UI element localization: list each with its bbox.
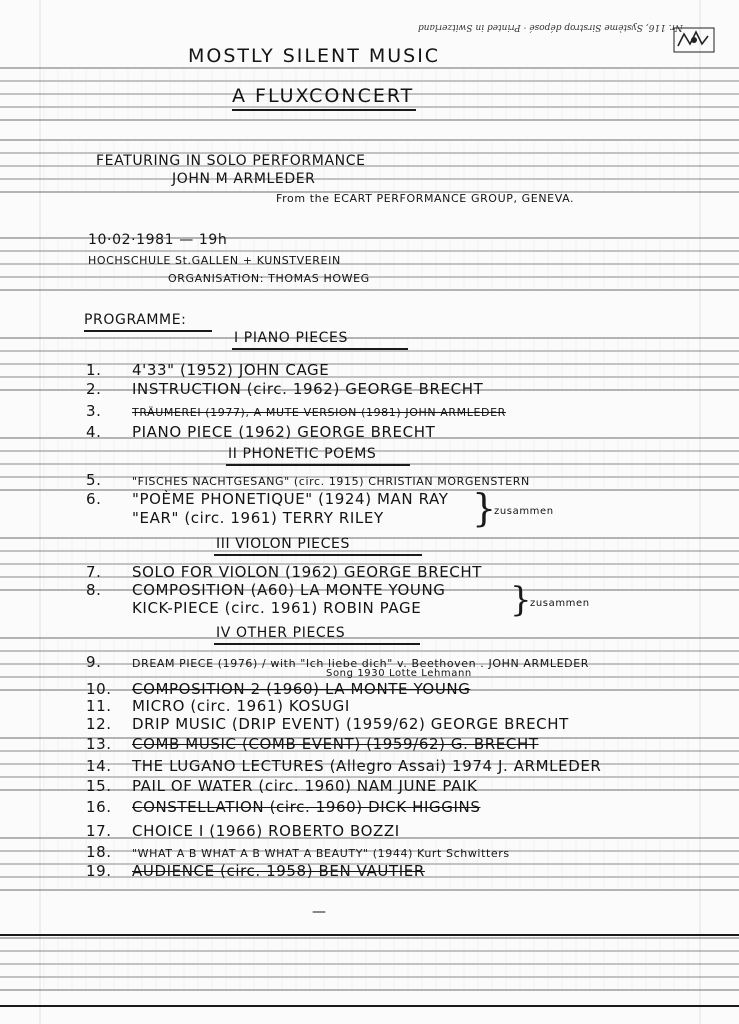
section-underline-piano — [232, 348, 408, 350]
section-heading-violon: III VIOLON PIECES — [216, 536, 350, 552]
section-underline-violon — [214, 554, 422, 556]
featuring-line-1: FEATURING IN SOLO PERFORMANCE — [96, 153, 366, 169]
programme-underline — [84, 330, 212, 332]
section-underline-other — [214, 643, 420, 645]
programme-item: 5. "FISCHES NACHTGESANG" (circ. 1915) CHRISTIAN MORGENSTERN — [86, 471, 530, 489]
programme-item: 9. DREAM PIECE (1976) / with "Ich liebe dich" v. Beethoven . JOHN ARMLEDER — [86, 653, 589, 671]
programme-item: 10. COMPOSITION 2 (1960) LA MONTE YOUNG — [86, 680, 471, 698]
title: MOSTLY SILENT MUSIC — [188, 45, 441, 67]
zusammen-note: zusammen — [530, 598, 590, 609]
section-heading-other: IV OTHER PIECES — [216, 625, 346, 641]
programme-item: 2. INSTRUCTION (circ. 1962) GEORGE BRECHT — [86, 380, 484, 398]
zusammen-note: zusammen — [494, 506, 554, 517]
featuring-line-2: JOHN M ARMLEDER — [172, 171, 316, 187]
programme-item: 19. AUDIENCE (circ. 1958) BEN VAUTIER — [86, 862, 425, 880]
programme-item: 11. MICRO (circ. 1961) KOSUGI — [86, 697, 350, 715]
brace: } — [472, 486, 497, 530]
programme-item: 12. DRIP MUSIC (DRIP EVENT) (1959/62) GEORGE BRECHT — [86, 715, 569, 733]
programme-item: 14. THE LUGANO LECTURES (Allegro Assai) 1974 J. ARMLEDER — [86, 757, 602, 775]
section-heading-phonetic: II PHONETIC POEMS — [228, 446, 377, 462]
section-heading-piano: I PIANO PIECES — [234, 330, 348, 346]
programme-item: 13. COMB MUSIC (COMB EVENT) (1959/62) G. BRECHT — [86, 735, 539, 753]
programme-item: 16. CONSTELLATION (circ. 1960) DICK HIGGINS — [86, 798, 481, 816]
programme-item: 8. COMPOSITION (A60) LA MONTE YOUNG — [86, 581, 446, 599]
programme-item: 4. PIANO PIECE (1962) GEORGE BRECHT — [86, 423, 436, 441]
event-date: 10·02·1981 — 19h — [88, 232, 228, 248]
featuring-line-3: From the ECART PERFORMANCE GROUP, GENEVA. — [276, 192, 575, 205]
programme-item-note: Song 1930 Lotte Lehmann — [326, 668, 472, 679]
programme-item: 3. TRÄUMEREI (1977), A MUTE VERSION (1981) JOHN ARMLEDER — [86, 402, 506, 420]
programme-item: "EAR" (circ. 1961) TERRY RILEY — [132, 509, 384, 527]
programme-item: 7. SOLO FOR VIOLON (1962) GEORGE BRECHT — [86, 563, 483, 581]
event-venue: HOCHSCHULE St.GALLEN + KUNSTVEREIN — [88, 254, 341, 267]
programme-item: KICK-PIECE (circ. 1961) ROBIN PAGE — [132, 599, 422, 617]
section-underline-phonetic — [226, 464, 410, 466]
programme-item: 18. "WHAT A B WHAT A B WHAT A BEAUTY" (1944) Kurt Schwitters — [86, 843, 510, 861]
stamp-logo-icon — [672, 26, 716, 54]
printer-note: Nr. 116, Système Sirstrop déposé · Printed in Switzerland — [418, 22, 683, 32]
programme-item: 6. "POÈME PHONETIQUE" (1924) MAN RAY — [86, 490, 449, 508]
subtitle: A FLUXCONCERT — [232, 85, 415, 107]
subtitle-underline — [232, 109, 416, 111]
brace: } — [510, 580, 532, 620]
programme-label: PROGRAMME: — [84, 312, 187, 328]
programme-item: 17. CHOICE I (1966) ROBERTO BOZZI — [86, 822, 400, 840]
event-organisation: ORGANISATION: THOMAS HOWEG — [168, 272, 370, 285]
programme-item: 1. 4'33" (1952) JOHN CAGE — [86, 361, 330, 379]
end-mark: — — [312, 904, 327, 920]
programme-item: 15. PAIL OF WATER (circ. 1960) NAM JUNE PAIK — [86, 777, 478, 795]
